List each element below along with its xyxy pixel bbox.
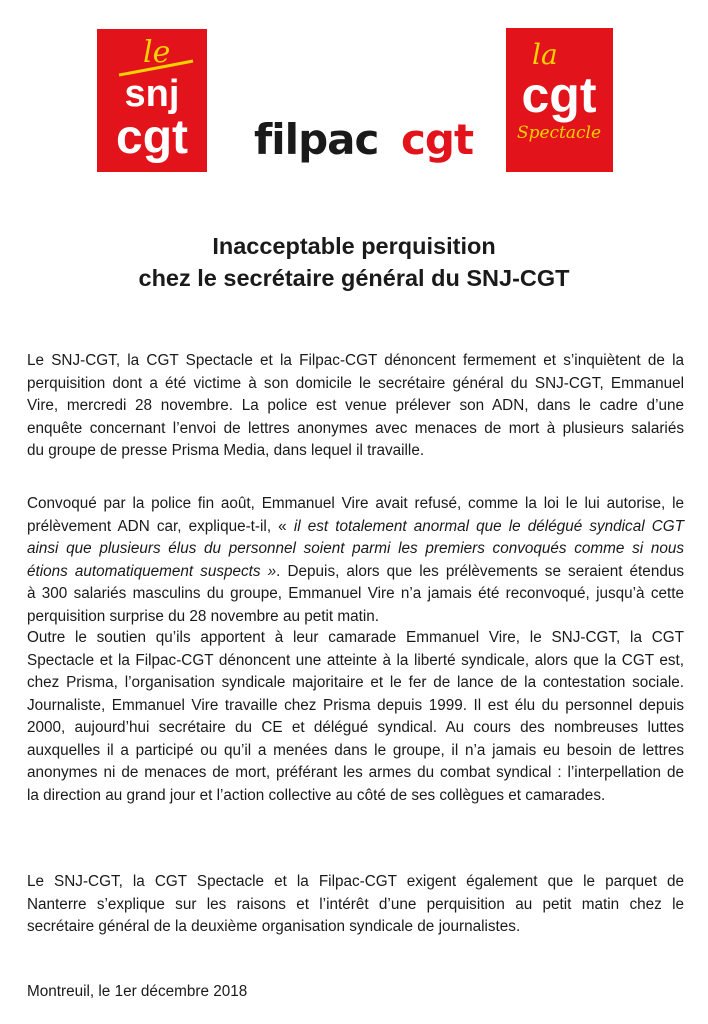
paragraph-line: Convoqué par la police fin août, Emmanuel Vire avait refusé, comme la loi le lui autorise, le: [27, 495, 684, 512]
paragraph-line: du groupe de presse Prisma Media, dans lequel il travaille.: [27, 442, 425, 459]
paragraph-text: . Depuis, alors que les prélèvements se seraient étendus: [276, 562, 684, 580]
quote-text: étions automatiquement suspects »: [27, 562, 277, 580]
paragraph-line: Journaliste, Emmanuel Vire travaille chez Prisma depuis 1999. Il est élu du personnel depuis: [27, 696, 684, 714]
paragraph-4: [27, 871, 684, 939]
page-title: [0, 230, 708, 294]
filpac-logo-part1: filpac: [254, 115, 379, 164]
paragraph-line: la direction au grand jour et l’action collective au côté de ses collègues et camarades.: [27, 786, 606, 804]
spectacle-logo-sub: Spectacle: [516, 123, 602, 143]
paragraph-line: enquête concernant l’envoi de lettres anonymes avec menaces de mort à plusieurs salariés: [27, 419, 684, 437]
snj-logo-line2: cgt: [116, 111, 188, 164]
title-line-2: chez le secrétaire général du SNJ-CGT: [138, 265, 570, 291]
paragraph-3: [27, 627, 684, 807]
filpac-logo-part2: cgt: [401, 115, 474, 164]
paragraph-line: Le SNJ-CGT, la CGT Spectacle et la Filpac-CGT dénoncent fermement et s’inquiètent de la: [27, 352, 684, 369]
paragraph-line: Vire, mercredi 28 novembre. La police est venue prélever son ADN, dans le cadre d’une: [27, 397, 684, 414]
snj-logo-script: le: [143, 35, 171, 70]
svg-text:filpac cgt: [254, 115, 474, 164]
quote-text: il est totalement anormal que le délégué syndical CGT: [293, 517, 684, 535]
signature-date: Montreuil, le 1er décembre 2018: [27, 983, 248, 1000]
paragraph-2: [27, 493, 684, 628]
paragraph-line: auxquelles il a participé ou qu’il a menées dans le groupe, il n’a jamais eu besoin de lettres: [27, 741, 684, 759]
quote-text: ainsi que plusieurs élus du personnel soient parmi les premiers convoqués comme si nous: [27, 540, 684, 557]
snj-cgt-logo: [97, 29, 207, 172]
paragraph-text: prélèvement ADN car, explique-t-il, «: [27, 517, 294, 535]
snj-logo-line1: snj: [124, 73, 180, 115]
paragraph-line: [27, 538, 684, 561]
title-line-1: Inacceptable perquisition: [212, 233, 496, 259]
paragraph-line: Nanterre s’explique sur les raisons et l’intérêt d’une perquisition au petit matin chez le: [27, 895, 684, 913]
paragraph-line: [27, 516, 684, 539]
spectacle-logo-script: la: [532, 38, 558, 71]
paragraph-line: anonymes ni de menaces de mort, préférant les armes du combat syndical : l’interpellation de: [27, 764, 684, 781]
paragraph-line: [27, 561, 684, 584]
paragraph-line: Spectacle et la Filpac-CGT dénoncent une atteinte à la liberté syndicale, alors que la CGT est,: [27, 651, 684, 669]
paragraph-line: secrétaire général de la deuxième organisation syndicale de journalistes.: [27, 918, 521, 935]
paragraph-line: Outre le soutien qu’ils apportent à leur camarade Emmanuel Vire, le SNJ-CGT, la CGT: [27, 629, 684, 646]
paragraph-line: Le SNJ-CGT, la CGT Spectacle et la Filpac-CGT exigent également que le parquet de: [27, 873, 684, 890]
cgt-spectacle-logo: [506, 28, 613, 172]
paragraph-line: à 300 salariés masculins du groupe, Emmanuel Vire n’a jamais été reconvoqué, jusqu’à cette: [27, 585, 684, 602]
paragraph-line: perquisition dont a été victime à son domicile le secrétaire général du SNJ-CGT, Emmanuel: [27, 374, 684, 392]
spectacle-logo-main: cgt: [521, 67, 597, 123]
paragraph-line: perquisition surprise du 28 novembre au petit matin.: [27, 607, 380, 625]
paragraph-line: 2000, aujourd’hui secrétaire du CE et délégué syndical. Au cours des nombreuses luttes: [27, 719, 684, 736]
paragraph-line: chez Prisma, l’organisation syndicale majoritaire et le fer de lance de la contestation sociale.: [27, 674, 684, 691]
paragraph-1: [27, 350, 684, 463]
filpac-cgt-logo: [254, 112, 474, 170]
